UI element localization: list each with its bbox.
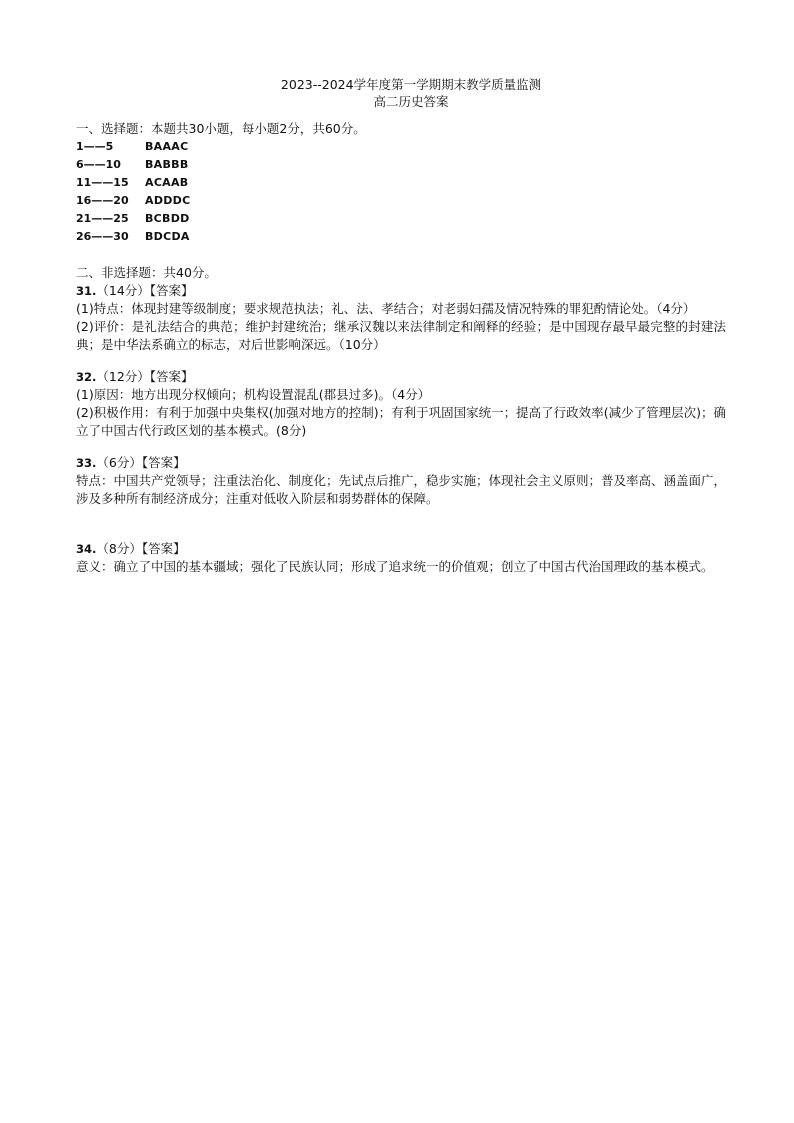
answer-paragraph: (2)评价：是礼法结合的典范；维护封建统治；继承汉魏以来法律制定和阐释的经验；是中国现存最早最完整的封建法典；是中华法系确立的标志，对后世影响深远。（10分） bbox=[76, 319, 726, 352]
answer-paragraph: (2)积极作用：有利于加强中央集权(加强对地方的控制)；有利于巩固国家统一；提高了行政效率(减少了管理层次)；确立了中国古代行政区划的基本模式。(8分) bbox=[76, 405, 726, 438]
question-range: 16——20 bbox=[76, 194, 129, 207]
answer-row bbox=[76, 156, 726, 174]
answer-paragraph: 意义：确立了中国的基本疆域；强化了民族认同；形成了追求统一的价值观；创立了中国古代治国理政的基本模式。 bbox=[76, 559, 714, 574]
answer-row bbox=[76, 210, 726, 228]
section-1-heading: 一、选择题：本题共30小题，每小题2分，共60分。 bbox=[76, 121, 366, 136]
answer-paragraph: 特点：中国共产党领导；注重法治化、制度化；先试点后推广，稳步实施；体现社会主义原则；普及率高、涵盖面广，涉及多种所有制经济成分；注重对低收入阶层和弱势群体的保障。 bbox=[76, 473, 727, 506]
answer-paragraph: (1)特点：体现封建等级制度；要求规范执法；礼、法、孝结合；对老弱妇孺及情况特殊的罪犯酌情论处。（4分） bbox=[76, 301, 696, 316]
question-points: （8分）【答案】 bbox=[96, 541, 186, 556]
answer-row bbox=[76, 192, 726, 210]
section-2-heading: 二、非选择题：共40分。 bbox=[76, 265, 217, 280]
answer-paragraph: (1)原因：地方出现分权倾向；机构设置混乱(郡县过多)。（4分） bbox=[76, 387, 431, 402]
question-number: 34. bbox=[76, 542, 97, 556]
multiple-choice-answers bbox=[76, 138, 726, 246]
document-title: 2023--2024学年度第一学期期末教学质量监测 bbox=[280, 77, 542, 92]
question-heading bbox=[76, 368, 726, 386]
question-number: 33. bbox=[76, 456, 97, 470]
answer-row bbox=[76, 228, 726, 246]
question-heading bbox=[76, 282, 726, 300]
question-heading bbox=[76, 540, 726, 558]
question-32 bbox=[76, 368, 726, 440]
answer-letters: BDCDA bbox=[145, 230, 190, 243]
question-points: （12分）【答案】 bbox=[96, 369, 194, 384]
answer-letters: BAAAC bbox=[145, 140, 189, 153]
answer-sheet bbox=[76, 76, 726, 576]
question-number: 32. bbox=[76, 370, 97, 384]
question-points: （6分）【答案】 bbox=[96, 455, 186, 470]
question-33 bbox=[76, 454, 726, 508]
question-31 bbox=[76, 282, 726, 354]
answer-letters: BCBDD bbox=[145, 212, 190, 225]
document-subtitle: 高二历史答案 bbox=[373, 94, 449, 109]
answer-letters: ADDDC bbox=[145, 194, 191, 207]
answer-row bbox=[76, 138, 726, 156]
answer-row bbox=[76, 174, 726, 192]
question-range: 6——10 bbox=[76, 158, 121, 171]
question-number: 31. bbox=[76, 284, 97, 298]
question-range: 11——15 bbox=[76, 176, 129, 189]
question-points: （14分）【答案】 bbox=[96, 283, 194, 298]
question-range: 1——5 bbox=[76, 140, 114, 153]
question-heading bbox=[76, 454, 726, 472]
question-range: 26——30 bbox=[76, 230, 129, 243]
question-range: 21——25 bbox=[76, 212, 129, 225]
question-34 bbox=[76, 540, 726, 576]
answer-letters: ACAAB bbox=[145, 176, 189, 189]
answer-letters: BABBB bbox=[145, 158, 189, 171]
